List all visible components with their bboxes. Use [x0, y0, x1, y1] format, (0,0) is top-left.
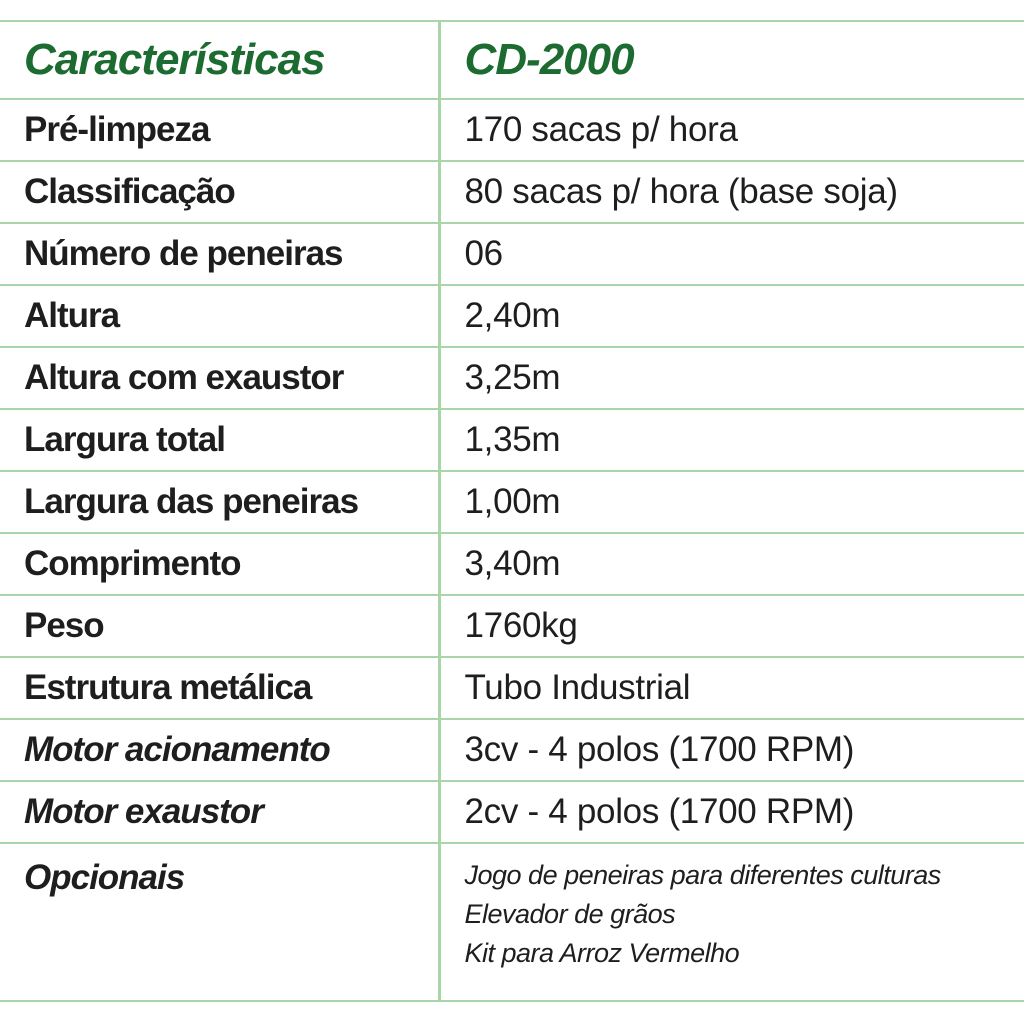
- row-value: 80 sacas p/ hora (base soja): [439, 161, 1024, 223]
- table-row: [0, 657, 1024, 719]
- row-label: Peso: [0, 595, 439, 657]
- row-label: Altura com exaustor: [0, 347, 439, 409]
- specifications-table: [0, 20, 1024, 1002]
- optional-item: Kit para Arroz Vermelho: [464, 938, 740, 968]
- table-row: [0, 781, 1024, 843]
- table-row: [0, 595, 1024, 657]
- header-model: CD-2000: [439, 21, 1024, 99]
- header-characteristics: Características: [0, 21, 439, 99]
- row-label: Largura das peneiras: [0, 471, 439, 533]
- row-label: Número de peneiras: [0, 223, 439, 285]
- table-row: [0, 161, 1024, 223]
- table-row: [0, 223, 1024, 285]
- table-row: [0, 719, 1024, 781]
- row-label: Motor exaustor: [0, 781, 439, 843]
- row-value: 2cv - 4 polos (1700 RPM): [439, 781, 1024, 843]
- table-row: [0, 99, 1024, 161]
- row-label: Largura total: [0, 409, 439, 471]
- table-header-row: [0, 21, 1024, 99]
- table-row: [0, 347, 1024, 409]
- optional-item: Elevador de grãos: [464, 899, 676, 929]
- row-value: 3,40m: [439, 533, 1024, 595]
- optional-item: Jogo de peneiras para diferentes culturas: [464, 860, 941, 890]
- row-label: Classificação: [0, 161, 439, 223]
- row-value: 3,25m: [439, 347, 1024, 409]
- row-value: 170 sacas p/ hora: [439, 99, 1024, 161]
- row-value: 1760kg: [439, 595, 1024, 657]
- row-value: 2,40m: [439, 285, 1024, 347]
- row-value: 1,35m: [439, 409, 1024, 471]
- row-value: 1,00m: [439, 471, 1024, 533]
- row-label: Comprimento: [0, 533, 439, 595]
- optionals-list: [439, 843, 1024, 1001]
- optionals-row: [0, 843, 1024, 1001]
- row-label: Estrutura metálica: [0, 657, 439, 719]
- table-row: [0, 409, 1024, 471]
- row-label: Pré-limpeza: [0, 99, 439, 161]
- row-label: Altura: [0, 285, 439, 347]
- table-row: [0, 533, 1024, 595]
- row-value: Tubo Industrial: [439, 657, 1024, 719]
- table-row: [0, 471, 1024, 533]
- row-value: 06: [439, 223, 1024, 285]
- row-label: Motor acionamento: [0, 719, 439, 781]
- row-value: 3cv - 4 polos (1700 RPM): [439, 719, 1024, 781]
- optionals-label: Opcionais: [0, 843, 439, 1001]
- table-row: [0, 285, 1024, 347]
